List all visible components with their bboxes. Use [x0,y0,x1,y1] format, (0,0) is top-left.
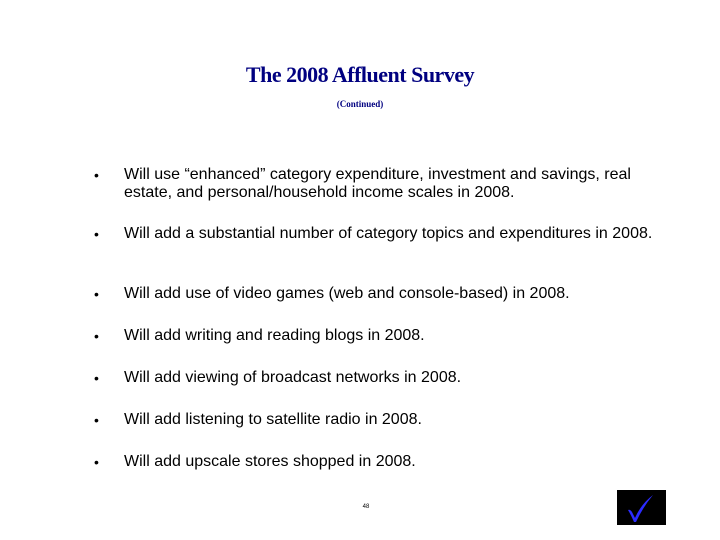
bullet-marker: • [94,454,99,470]
bullet-marker: • [94,226,99,242]
bullet-text: Will add writing and reading blogs in 2008. [124,327,425,344]
bullet-marker: • [94,370,99,386]
bullet-text: Will add listening to satellite radio in 2008. [124,411,422,428]
bullet-marker: • [94,167,99,183]
bullet-text: Will add a substantial number of category topics and expenditures in 2008. [124,225,653,242]
bullet-text: Will add upscale stores shopped in 2008. [124,453,416,470]
checkmark-icon [617,490,666,525]
bullet-marker: • [94,286,99,302]
bullet-text: Will add use of video games (web and console-based) in 2008. [124,285,570,302]
bullet-text: Will use “enhanced” category expenditure, investment and savings, real estate, and personal/household income scales in 2008. [124,166,631,201]
bullet-marker: • [94,328,99,344]
bullet-text: Will add viewing of broadcast networks in 2008. [124,369,462,386]
checkmark-button[interactable] [617,490,666,525]
bullet-marker: • [94,412,99,428]
slide-title: The 2008 Affluent Survey [245,62,475,87]
page-number: 48 [362,504,370,510]
slide-subtitle: (Continued) [336,99,384,109]
